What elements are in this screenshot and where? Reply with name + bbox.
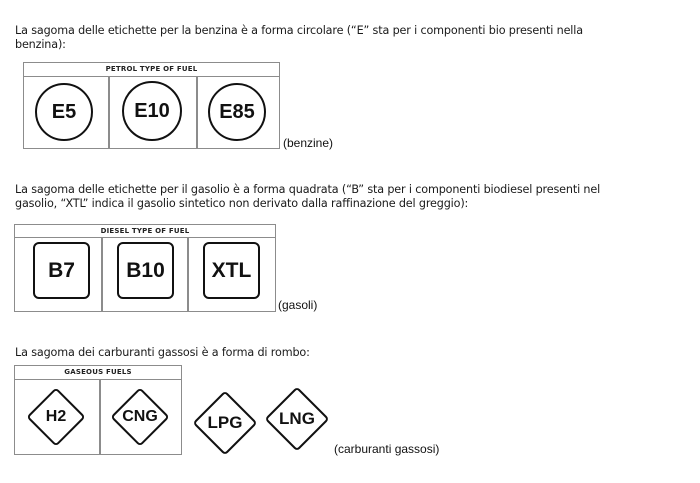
petrol-intro-text xyxy=(15,24,583,51)
table-divider xyxy=(196,76,198,148)
petrol-table-header: PETROL TYPE OF FUEL xyxy=(24,63,279,77)
diesel-label-xtl: XTL xyxy=(203,242,260,299)
diesel-note: (gasoli) xyxy=(278,298,318,312)
gaseous-intro-line-1: La sagoma dei carburanti gassosi è a forma di rombo: xyxy=(15,346,310,359)
table-divider xyxy=(99,379,101,454)
petrol-label-e10: E10 xyxy=(122,81,182,141)
diesel-table-header: DIESEL TYPE OF FUEL xyxy=(15,225,275,238)
diesel-intro-line-2: gasolio, “XTL” indica il gasolio sintetico non derivato dalla raffinazione del greggio): xyxy=(15,196,469,210)
gaseous-note: (carburanti gassosi) xyxy=(334,442,440,456)
petrol-label-e85: E85 xyxy=(208,83,266,141)
gaseous-intro-text xyxy=(15,346,310,360)
gaseous-fuel-table xyxy=(14,365,182,455)
gaseous-label-h2: H2 xyxy=(21,386,91,448)
gaseous-label-lpg: LPG xyxy=(190,388,260,458)
petrol-intro-line-1: La sagoma delle etichette per la benzina è a forma circolare (“E” sta per i componenti bio presenti nella xyxy=(15,24,583,37)
petrol-intro-line-2: benzina): xyxy=(15,37,66,51)
gaseous-label-cng: CNG xyxy=(105,386,175,448)
table-divider xyxy=(187,237,189,311)
table-divider xyxy=(108,76,110,148)
diesel-intro-text xyxy=(15,183,600,210)
petrol-label-e5: E5 xyxy=(35,83,93,141)
table-divider xyxy=(101,237,103,311)
diesel-fuel-table xyxy=(14,224,276,312)
gaseous-table-header: GASEOUS FUELS xyxy=(15,366,181,380)
diesel-label-b7: B7 xyxy=(33,242,90,299)
diesel-intro-line-1: La sagoma delle etichette per il gasolio è a forma quadrata (“B” sta per i componenti biodiesel presenti nel xyxy=(15,183,601,196)
diesel-label-b10: B10 xyxy=(117,242,174,299)
petrol-fuel-table xyxy=(23,62,280,149)
petrol-note: (benzine) xyxy=(283,136,334,150)
gaseous-label-lng: LNG xyxy=(262,384,332,454)
